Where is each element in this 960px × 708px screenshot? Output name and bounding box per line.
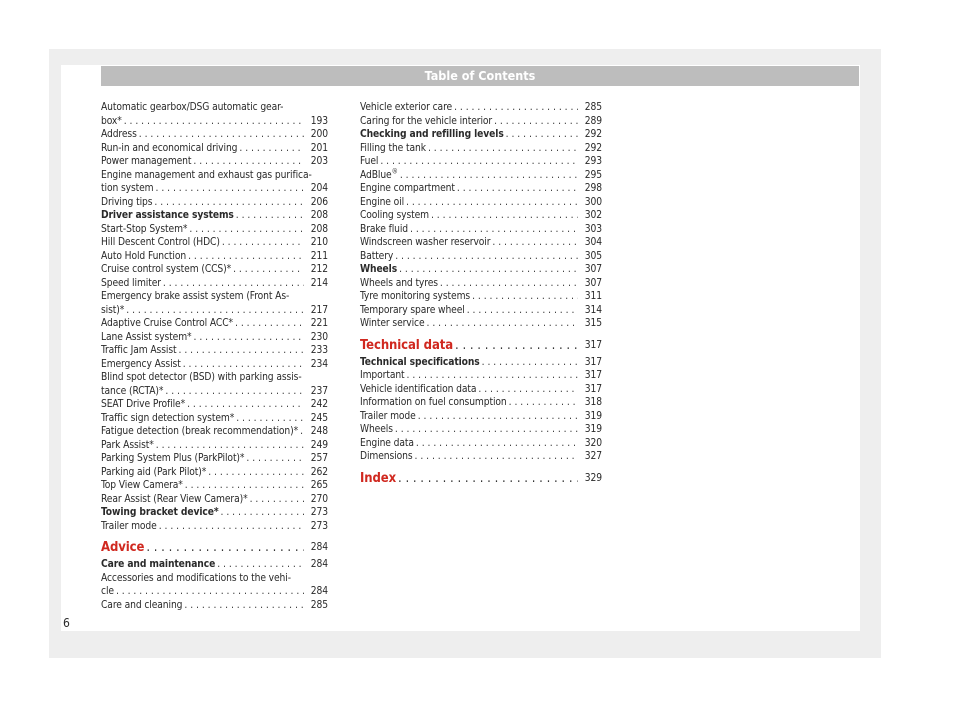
toc-leader-dots (250, 493, 304, 507)
toc-leader-dots (415, 450, 579, 464)
toc-leader-dots (159, 520, 304, 534)
toc-entry[interactable] (101, 155, 328, 169)
toc-page-number: 211 (310, 250, 328, 262)
toc-entry[interactable] (360, 356, 602, 370)
toc-page-number: 327 (584, 451, 602, 462)
toc-entry-text: Power management (101, 156, 192, 167)
toc-leader-dots (183, 358, 304, 372)
toc-chapter-entry[interactable] (360, 470, 602, 487)
toc-page-number: 208 (310, 210, 328, 221)
toc-page-number: 317 (584, 383, 602, 395)
toc-entry[interactable] (101, 277, 328, 291)
toc-entry-text: Top View Camera* (101, 480, 183, 491)
toc-page-number: 257 (310, 453, 328, 464)
toc-entry[interactable] (101, 493, 328, 507)
toc-entry-text: Vehicle identification data (360, 383, 477, 395)
toc-page-number: 285 (310, 599, 328, 611)
toc-entry[interactable] (360, 304, 602, 318)
toc-leader-dots (478, 383, 578, 397)
toc-entry[interactable] (101, 452, 328, 466)
toc-entry-text: Care and cleaning (101, 599, 183, 611)
toc-leader-dots (165, 385, 304, 399)
toc-entry-text: Filling the tank (360, 142, 426, 154)
toc-entry-text: Address (101, 129, 137, 140)
toc-page-number: 302 (584, 210, 602, 221)
toc-page-number: 319 (584, 410, 602, 422)
toc-entry[interactable] (101, 128, 328, 142)
toc-leader-dots (188, 250, 304, 264)
toc-page-number: 329 (584, 472, 602, 484)
toc-entry-text: Technical data (360, 337, 454, 353)
toc-entry-text: Emergency brake assist system (Front As- (101, 291, 290, 302)
toc-entry[interactable] (101, 466, 328, 480)
toc-leader-dots (431, 209, 578, 223)
toc-entry-line (101, 169, 328, 183)
toc-leader-dots (239, 142, 304, 156)
toc-leader-dots (398, 470, 578, 487)
toc-leader-dots (467, 304, 578, 318)
toc-leader-dots (236, 209, 304, 223)
toc-entry-text: Driver assistance systems (101, 210, 234, 221)
toc-leader-dots (126, 304, 304, 318)
toc-leader-dots (154, 196, 304, 210)
toc-entry[interactable] (360, 128, 602, 142)
toc-entry-text: Cooling system (360, 210, 429, 221)
toc-entry-text: Caring for the vehicle interior (360, 115, 493, 127)
toc-entry[interactable] (101, 358, 328, 372)
toc-entry-text: sist)* (101, 304, 125, 316)
toc-leader-dots (217, 558, 304, 572)
toc-right-column (360, 101, 602, 489)
toc-entry[interactable] (101, 344, 328, 358)
toc-leader-dots (506, 128, 578, 142)
toc-entry-text: Start-Stop System* (101, 223, 188, 235)
page-header (101, 66, 859, 86)
toc-entry[interactable] (101, 412, 328, 426)
toc-page-number: 193 (310, 115, 328, 127)
toc-page-number: 214 (310, 277, 328, 289)
toc-leader-dots (187, 398, 304, 412)
toc-leader-dots (455, 337, 578, 354)
toc-page-number: 262 (310, 466, 328, 478)
toc-entry[interactable] (360, 317, 602, 331)
toc-entry-text: Care and maintenance (101, 559, 216, 570)
page-number: 6 (63, 616, 70, 630)
toc-entry-text: SEAT Drive Profile* (101, 399, 186, 410)
toc-entry[interactable] (101, 182, 328, 196)
toc-entry[interactable] (101, 236, 328, 250)
toc-entry[interactable] (360, 423, 602, 437)
toc-page-number: 273 (310, 520, 328, 532)
toc-page-number: 212 (310, 264, 328, 275)
toc-leader-dots (399, 263, 578, 277)
toc-entry-text: Dimensions (360, 451, 413, 462)
toc-leader-dots (406, 196, 578, 210)
toc-entry-text: Trailer mode (101, 520, 157, 532)
toc-entry-text: tion system (101, 183, 154, 194)
toc-page-number: 317 (584, 339, 602, 351)
toc-leader-dots (184, 599, 304, 613)
toc-entry-text: Automatic gearbox/DSG automatic gear- (101, 102, 284, 113)
toc-entry-text: box* (101, 115, 122, 127)
toc-leader-dots (410, 223, 578, 237)
toc-leader-dots (156, 182, 305, 196)
toc-entry[interactable] (101, 331, 328, 345)
toc-entry-text: Winter service (360, 318, 425, 329)
toc-entry[interactable] (360, 263, 602, 277)
toc-entry-text: Information on fuel consumption (360, 397, 507, 408)
toc-entry[interactable] (101, 398, 328, 412)
toc-entry-text: Important (360, 370, 405, 381)
toc-entry[interactable] (360, 223, 602, 237)
toc-page-number: 221 (310, 318, 328, 329)
toc-entry-text: Engine management and exhaust gas purifica- (101, 169, 312, 181)
toc-entry-text: Tyre monitoring systems (360, 291, 471, 302)
toc-leader-dots (300, 425, 304, 439)
toc-page-number: 230 (310, 331, 328, 343)
toc-entry[interactable] (360, 277, 602, 291)
toc-entry[interactable] (101, 479, 328, 493)
toc-page-number: 295 (584, 169, 602, 181)
toc-page-number: 245 (310, 412, 328, 424)
toc-page-number: 292 (584, 142, 602, 154)
toc-page-number: 210 (310, 237, 328, 248)
toc-leader-dots (509, 396, 578, 410)
toc-entry-text: Traffic sign detection system* (101, 412, 235, 424)
toc-leader-dots (116, 585, 304, 599)
toc-leader-dots (457, 182, 578, 196)
toc-entry-text: Engine oil (360, 196, 405, 208)
toc-entry-text: Brake fluid (360, 223, 409, 235)
toc-entry[interactable] (360, 250, 602, 264)
toc-entry-text: Adaptive Cruise Control ACC* (101, 318, 233, 329)
toc-entry[interactable] (360, 236, 602, 250)
toc-entry-text: Battery (360, 250, 394, 262)
toc-leader-dots (221, 506, 304, 520)
toc-entry[interactable] (101, 385, 328, 399)
toc-entry-text: Auto Hold Function (101, 250, 187, 262)
toc-leader-dots (407, 369, 578, 383)
toc-page-number: 303 (584, 223, 602, 235)
toc-entry[interactable] (101, 142, 328, 156)
toc-page-number: 307 (584, 264, 602, 275)
toc-entry-text: Driving tips (101, 196, 153, 208)
toc-entry[interactable] (101, 250, 328, 264)
toc-leader-dots (179, 344, 304, 358)
toc-leader-dots (418, 410, 578, 424)
toc-page-number: 265 (310, 480, 328, 491)
toc-page-number: 311 (584, 291, 602, 302)
toc-entry-line (101, 572, 328, 586)
toc-leader-dots (236, 412, 304, 426)
toc-leader-dots (235, 317, 304, 331)
toc-entry-text: Advice (101, 540, 145, 555)
toc-page-number: 300 (584, 196, 602, 208)
toc-leader-dots (146, 539, 304, 556)
toc-page-number: 203 (310, 156, 328, 167)
toc-leader-dots (163, 277, 304, 291)
toc-entry[interactable] (101, 304, 328, 318)
toc-entry[interactable] (101, 115, 328, 129)
toc-entry-line (101, 290, 328, 304)
toc-entry-text: Technical specifications (360, 356, 480, 368)
toc-entry[interactable] (101, 263, 328, 277)
toc-leader-dots (185, 479, 304, 493)
toc-leader-dots (482, 356, 578, 370)
toc-leader-dots (400, 169, 578, 183)
toc-page-number: 293 (584, 156, 602, 167)
toc-entry-text: Park Assist* (101, 439, 154, 451)
toc-entry-text: Checking and refilling levels (360, 129, 504, 140)
toc-entry[interactable] (101, 439, 328, 453)
toc-page-number: 304 (584, 237, 602, 248)
toc-entry-text: Traffic Jam Assist (101, 345, 177, 356)
toc-entry-text: Rear Assist (Rear View Camera)* (101, 493, 248, 505)
toc-page-number: 249 (310, 439, 328, 451)
toc-page-number: 317 (584, 370, 602, 381)
toc-entry-text: Speed limiter (101, 277, 161, 289)
toc-chapter-entry[interactable] (101, 539, 328, 556)
toc-left-column (101, 101, 328, 612)
toc-entry-text: Hill Descent Control (HDC) (101, 237, 220, 248)
toc-page-number: 234 (310, 358, 328, 370)
toc-entry-text: Towing bracket device* (101, 507, 219, 518)
page-title: Table of Contents (424, 68, 536, 83)
toc-page-number: 270 (310, 493, 328, 505)
toc-entry[interactable] (360, 196, 602, 210)
toc-leader-dots (440, 277, 578, 291)
toc-entry[interactable] (101, 223, 328, 237)
toc-entry[interactable] (360, 182, 602, 196)
toc-entry[interactable] (360, 142, 602, 156)
toc-leader-dots (139, 128, 304, 142)
toc-leader-dots (454, 101, 578, 115)
toc-entry[interactable] (360, 410, 602, 424)
toc-entry[interactable] (101, 425, 328, 439)
toc-page-number: 298 (584, 183, 602, 194)
toc-leader-dots (427, 317, 578, 331)
toc-page-number: 217 (310, 304, 328, 316)
toc-entry[interactable] (101, 506, 328, 520)
toc-entry-text: Fuel (360, 156, 379, 167)
toc-page-number: 208 (310, 223, 328, 235)
toc-entry[interactable] (360, 383, 602, 397)
toc-leader-dots (233, 263, 304, 277)
toc-entry[interactable] (101, 599, 328, 613)
toc-leader-dots (428, 142, 578, 156)
toc-entry-text: Cruise control system (CCS)* (101, 264, 232, 275)
toc-entry[interactable] (360, 101, 602, 115)
toc-entry[interactable] (101, 209, 328, 223)
toc-page-number: 284 (310, 542, 328, 553)
toc-page-number: 305 (584, 250, 602, 262)
toc-page-number: 315 (584, 318, 602, 329)
toc-entry[interactable] (101, 558, 328, 572)
toc-leader-dots (416, 437, 578, 451)
toc-page-number: 314 (584, 304, 602, 316)
toc-entry[interactable] (360, 396, 602, 410)
toc-leader-dots (395, 423, 578, 437)
toc-page-number: 307 (584, 277, 602, 289)
toc-page-number: 319 (584, 424, 602, 435)
toc-entry-text: Emergency Assist (101, 358, 181, 370)
toc-entry-text: Lane Assist system* (101, 331, 192, 343)
toc-entry[interactable] (360, 115, 602, 129)
toc-leader-dots (246, 452, 304, 466)
toc-entry-text: Engine data (360, 437, 414, 449)
toc-entry-text: Parking aid (Park Pilot)* (101, 466, 207, 478)
toc-entry-text: Wheels (360, 424, 393, 435)
toc-page-number: 204 (310, 183, 328, 194)
toc-leader-dots (492, 236, 578, 250)
toc-page-number: 284 (310, 586, 328, 597)
toc-entry-text: Temporary spare wheel (360, 304, 465, 316)
toc-entry[interactable] (101, 317, 328, 331)
toc-entry-text: Parking System Plus (ParkPilot)* (101, 453, 245, 464)
toc-entry-text: Windscreen washer reservoir (360, 237, 491, 248)
toc-entry-text: Trailer mode (360, 410, 416, 422)
toc-entry[interactable] (360, 209, 602, 223)
toc-entry[interactable] (101, 585, 328, 599)
toc-entry-text: Index (360, 470, 397, 486)
toc-entry-text: Engine compartment (360, 183, 455, 194)
toc-page-number: 320 (584, 437, 602, 449)
toc-page-number: 318 (584, 397, 602, 408)
toc-entry-text: AdBlue® (360, 167, 398, 181)
toc-leader-dots (380, 155, 578, 169)
toc-entry-line (101, 371, 328, 385)
toc-leader-dots (494, 115, 578, 129)
toc-page-number: 289 (584, 115, 602, 127)
toc-page-number: 273 (310, 507, 328, 518)
toc-page-number: 285 (584, 102, 602, 113)
toc-entry-text: tance (RCTA)* (101, 385, 164, 397)
toc-page-number: 206 (310, 196, 328, 208)
toc-entry[interactable] (360, 290, 602, 304)
toc-leader-dots (124, 115, 304, 129)
toc-page-number: 292 (584, 129, 602, 140)
toc-entry[interactable] (101, 196, 328, 210)
toc-page-number: 237 (310, 385, 328, 397)
toc-chapter-entry[interactable] (360, 337, 602, 354)
toc-leader-dots (156, 439, 304, 453)
toc-leader-dots (222, 236, 304, 250)
toc-page-number: 242 (310, 399, 328, 410)
toc-entry-text: Vehicle exterior care (360, 102, 453, 113)
toc-leader-dots (208, 466, 304, 480)
toc-entry-line (101, 101, 328, 115)
toc-entry[interactable] (101, 520, 328, 534)
toc-leader-dots (189, 223, 304, 237)
toc-entry[interactable] (360, 437, 602, 451)
toc-leader-dots (395, 250, 578, 264)
toc-entry-text: Accessories and modifications to the vehi- (101, 572, 291, 584)
toc-leader-dots (193, 155, 304, 169)
toc-entry[interactable] (360, 169, 602, 183)
toc-entry-text: cle (101, 586, 114, 597)
toc-page-number: 248 (310, 426, 328, 437)
toc-entry-text: Wheels (360, 264, 398, 275)
toc-entry[interactable] (360, 369, 602, 383)
toc-leader-dots (194, 331, 304, 345)
toc-page-number: 201 (310, 142, 328, 154)
toc-entry-text: Fatigue detection (break recommendation)* (101, 426, 299, 437)
toc-page-number: 233 (310, 345, 328, 356)
toc-page-number: 284 (310, 559, 328, 570)
toc-entry-text: Wheels and tyres (360, 277, 438, 289)
toc-page-number: 317 (584, 356, 602, 368)
toc-entry-text: Run-in and economical driving (101, 142, 238, 154)
toc-entry[interactable] (360, 450, 602, 464)
toc-entry-text: Blind spot detector (BSD) with parking assis- (101, 372, 302, 383)
toc-leader-dots (472, 290, 578, 304)
toc-page-number: 200 (310, 129, 328, 140)
